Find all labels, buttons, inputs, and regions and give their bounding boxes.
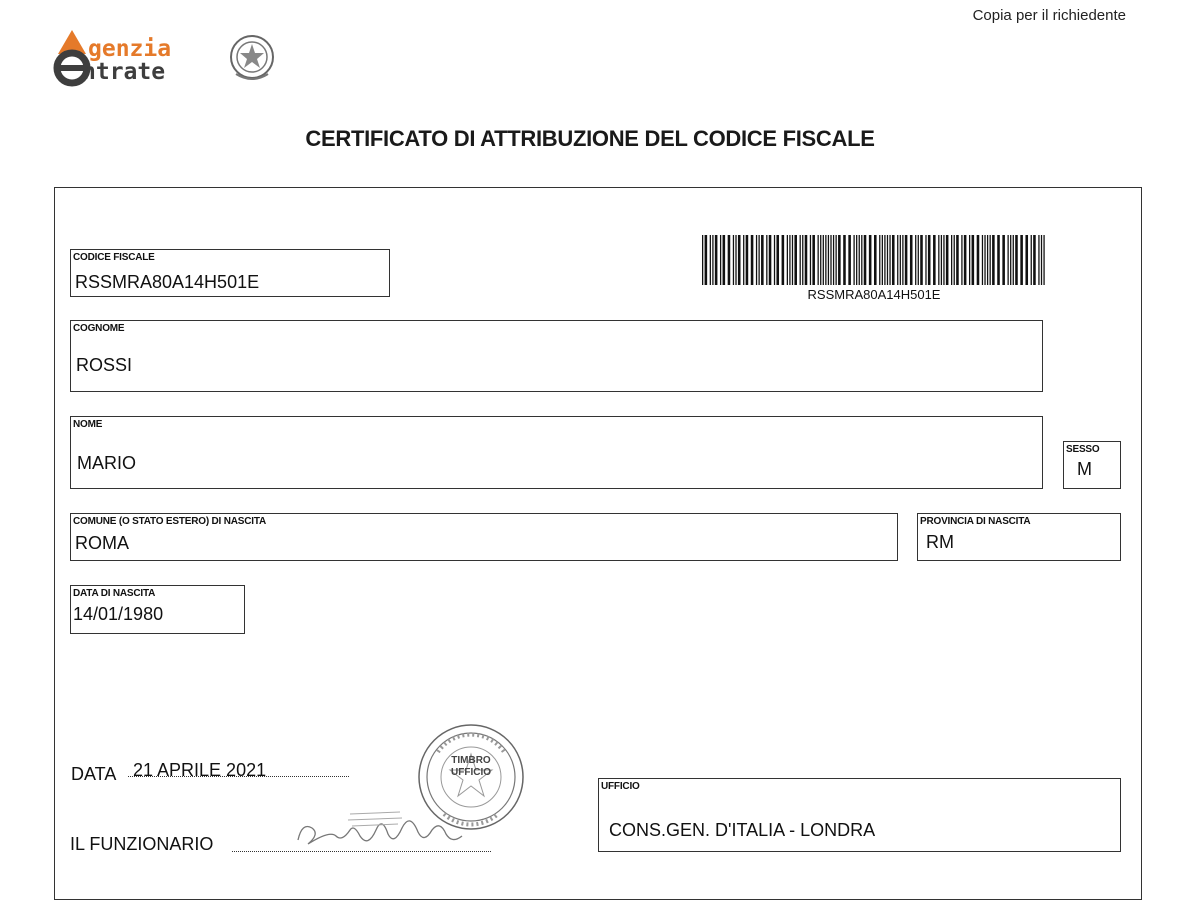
barcode-bar xyxy=(1038,235,1039,285)
codice-fiscale-field xyxy=(70,249,390,297)
barcode-bar xyxy=(853,235,854,285)
barcode-bar xyxy=(864,235,867,285)
barcode-bar xyxy=(920,235,923,285)
barcode-bar xyxy=(1002,235,1005,285)
barcode-bar xyxy=(969,235,970,285)
provincia-field xyxy=(917,513,1121,561)
barcode-bar xyxy=(751,235,754,285)
data-nascita-value: 14/01/1980 xyxy=(73,604,164,624)
barcode-bar xyxy=(823,235,824,285)
barcode-bar xyxy=(723,235,726,285)
barcode-bar xyxy=(956,235,959,285)
data-nascita-field xyxy=(70,585,245,634)
barcode-bar xyxy=(869,235,872,285)
barcode-bar xyxy=(984,235,985,285)
barcode-bar xyxy=(838,235,841,285)
barcode-bar xyxy=(789,235,790,285)
barcode-bar xyxy=(830,235,831,285)
barcode-bar xyxy=(928,235,931,285)
barcode xyxy=(702,235,1046,285)
cognome-field xyxy=(70,320,1043,392)
copy-label: Copia per il richiedente xyxy=(972,7,1126,24)
barcode-bar xyxy=(897,235,898,285)
barcode-bar xyxy=(805,235,808,285)
barcode-bar xyxy=(810,235,811,285)
barcode-bar xyxy=(905,235,908,285)
ufficio-value: CONS.GEN. D'ITALIA - LONDRA xyxy=(609,820,876,840)
barcode-bar xyxy=(1033,235,1036,285)
barcode-bar xyxy=(812,235,815,285)
comune-value: ROMA xyxy=(75,533,129,553)
barcode-bar xyxy=(833,235,834,285)
barcode-bar xyxy=(856,235,857,285)
barcode-bar xyxy=(887,235,888,285)
barcode-bar xyxy=(828,235,829,285)
barcode-bar xyxy=(925,235,926,285)
cognome-value: ROSSI xyxy=(76,355,133,375)
barcode-bar xyxy=(843,235,846,285)
barcode-bar xyxy=(902,235,903,285)
barcode-bar xyxy=(910,235,913,285)
codice-fiscale-label: CODICE FISCALE xyxy=(73,252,155,263)
barcode-bar xyxy=(820,235,821,285)
sesso-field xyxy=(1063,441,1121,489)
barcode-bar xyxy=(915,235,916,285)
barcode-bar xyxy=(941,235,942,285)
comune-field xyxy=(70,513,898,561)
barcode-bar xyxy=(859,235,860,285)
barcode-bar xyxy=(982,235,983,285)
barcode-bar xyxy=(990,235,991,285)
barcode-bar xyxy=(892,235,895,285)
agenzia-entrate-logo xyxy=(52,26,282,88)
barcode-bar xyxy=(835,235,836,285)
barcode-bar xyxy=(874,235,877,285)
barcode-bar xyxy=(782,235,785,285)
barcode-bar xyxy=(1015,235,1018,285)
barcode-bar xyxy=(710,235,711,285)
barcode-bar xyxy=(964,235,967,285)
provincia-label: PROVINCIA DI NASCITA xyxy=(920,516,1031,527)
barcode-bar xyxy=(825,235,826,285)
barcode-bar xyxy=(758,235,759,285)
signature-icon xyxy=(290,800,480,860)
barcode-bar xyxy=(946,235,949,285)
barcode-bar xyxy=(900,235,901,285)
stamp-text: TIMBRO UFFICIO xyxy=(451,755,491,778)
data-nascita-label: DATA DI NASCITA xyxy=(73,588,156,599)
barcode-text: RSSMRA80A14H501E xyxy=(807,287,941,302)
ufficio-label: UFFICIO xyxy=(601,781,640,792)
barcode-bar xyxy=(1020,235,1023,285)
barcode-bar xyxy=(879,235,880,285)
barcode-bar xyxy=(977,235,980,285)
republic-emblem-icon xyxy=(228,30,276,84)
barcode-bar xyxy=(918,235,919,285)
ufficio-field xyxy=(598,778,1121,852)
barcode-bar xyxy=(746,235,749,285)
nome-label: NOME xyxy=(73,419,103,430)
barcode-bar xyxy=(705,235,708,285)
barcode-bar xyxy=(738,235,741,285)
barcode-bar xyxy=(776,235,779,285)
barcode-bar xyxy=(882,235,883,285)
barcode-bar xyxy=(818,235,819,285)
barcode-bar xyxy=(802,235,803,285)
barcode-bar xyxy=(794,235,797,285)
barcode-bar xyxy=(735,235,736,285)
nome-field xyxy=(70,416,1043,489)
barcode-bar xyxy=(943,235,944,285)
codice-fiscale-value: RSSMRA80A14H501E xyxy=(75,272,260,292)
barcode-bar xyxy=(961,235,962,285)
barcode-bar xyxy=(800,235,801,285)
barcode-bar xyxy=(951,235,952,285)
barcode-bar xyxy=(861,235,862,285)
barcode-bar xyxy=(702,235,703,285)
barcode-bar xyxy=(1043,235,1044,285)
barcode-bar xyxy=(733,235,734,285)
barcode-bar xyxy=(889,235,890,285)
logo-line2: ntrate xyxy=(82,59,166,85)
barcode-bar xyxy=(720,235,721,285)
data-label: DATA xyxy=(71,764,117,784)
sesso-label: SESSO xyxy=(1066,444,1100,455)
barcode-bar xyxy=(938,235,939,285)
cognome-label: COGNOME xyxy=(73,323,125,334)
barcode-bar xyxy=(766,235,767,285)
barcode-bar xyxy=(992,235,995,285)
barcode-bar xyxy=(792,235,793,285)
barcode-bar xyxy=(933,235,936,285)
data-value: 21 APRILE 2021 xyxy=(133,760,267,780)
sesso-value: M xyxy=(1077,459,1092,479)
barcode-bar xyxy=(1010,235,1011,285)
barcode-bar xyxy=(1007,235,1008,285)
provincia-value: RM xyxy=(926,532,954,552)
barcode-bar xyxy=(1041,235,1042,285)
barcode-bar xyxy=(712,235,713,285)
barcode-bar xyxy=(1013,235,1014,285)
barcode-bar xyxy=(884,235,885,285)
nome-value: MARIO xyxy=(77,453,137,473)
barcode-bar xyxy=(715,235,718,285)
barcode-bar xyxy=(774,235,775,285)
data-dotted-line xyxy=(128,776,349,777)
comune-label: COMUNE (O STATO ESTERO) DI NASCITA xyxy=(73,516,267,527)
barcode-bar xyxy=(972,235,975,285)
funzionario-label: IL FUNZIONARIO xyxy=(70,834,214,854)
barcode-bar xyxy=(1031,235,1032,285)
page-title: CERTIFICATO DI ATTRIBUZIONE DEL CODICE FISCALE xyxy=(305,126,875,151)
logo-line1: genzia xyxy=(88,36,172,62)
barcode-bar xyxy=(761,235,764,285)
barcode-bar xyxy=(787,235,788,285)
barcode-bar xyxy=(954,235,955,285)
barcode-bar xyxy=(848,235,851,285)
barcode-bar xyxy=(756,235,757,285)
barcode-bar xyxy=(1025,235,1028,285)
barcode-bar xyxy=(997,235,1000,285)
barcode-bar xyxy=(987,235,988,285)
barcode-bar xyxy=(728,235,731,285)
barcode-bar xyxy=(769,235,772,285)
barcode-bar xyxy=(743,235,744,285)
